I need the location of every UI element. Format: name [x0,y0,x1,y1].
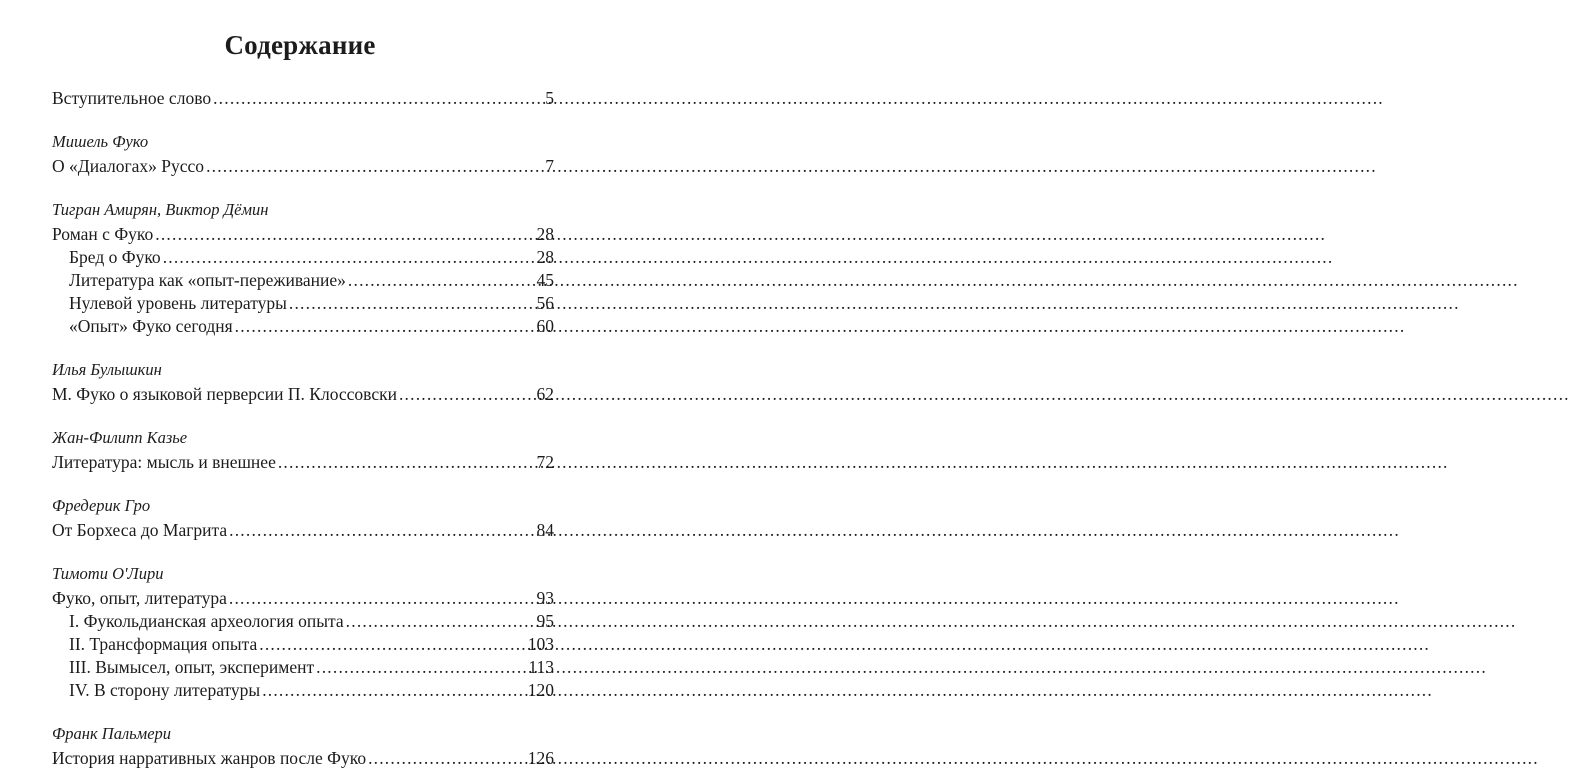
toc-entry-title: Нулевой уровень литературы [69,293,287,313]
toc-entry[interactable] [52,633,554,656]
toc-entry-title: От Борхеса до Магрита [52,520,228,540]
dot-leader [278,451,535,474]
section-gap [52,406,554,424]
section-gap [52,110,554,128]
toc-section [52,178,554,338]
toc-entry-title: «Опыт» Фуко сегодня [69,316,233,336]
toc-entry[interactable] [52,292,554,315]
section-gap [52,338,554,356]
toc-entry-title: Литература как «опыт-переживание» [69,270,346,290]
section-gap [52,178,554,196]
toc-section [52,406,554,474]
toc-section [52,702,554,770]
dot-leader [348,269,535,292]
toc-entry[interactable] [52,315,554,338]
toc-entry-page: 84 [536,520,554,540]
toc-section [52,110,554,178]
toc-entry[interactable] [52,747,554,770]
toc-section [52,338,554,406]
toc-entry-title: IV. В сторону литературы [69,680,261,700]
toc-entry-title: II. Трансформация опыта [69,634,258,654]
dot-leader [368,747,526,770]
toc-entry-page: 62 [536,384,554,404]
section-gap [52,542,554,560]
toc-entry-page: 93 [536,588,554,608]
dot-leader [262,679,526,702]
toc-entry-page: 120 [527,680,554,700]
toc-entry[interactable] [52,223,554,246]
toc-entry-page: 28 [536,224,554,244]
toc-entry-title: М. Фуко о языковой перверсии П. Клоссовски [52,384,397,404]
toc-entry-title: III. Вымысел, опыт, эксперимент [69,657,315,677]
toc-author: Илья Булышкин [52,360,162,379]
dot-leader [235,315,535,338]
toc-entry-title: Бред о Фуко [69,247,161,267]
dot-leader [206,155,543,178]
page-title: Содержание [224,30,376,60]
toc-entry[interactable] [52,519,554,542]
toc-entry-page: 60 [536,316,554,336]
toc-entry-page: 5 [545,88,554,108]
toc-entry[interactable] [52,269,554,292]
toc-entry-page: 103 [527,634,554,654]
dot-leader [346,610,535,633]
toc-list [52,87,554,770]
toc-author: Жан-Филипп Казье [52,428,188,447]
toc-entry-page: 95 [536,611,554,631]
section-gap [52,474,554,492]
toc-author: Тимоти О'Лири [52,564,164,583]
toc-page [0,0,600,768]
toc-entry-title: О «Диалогах» Руссо [52,156,205,176]
dot-leader [259,633,526,656]
toc-entry[interactable] [52,610,554,633]
toc-entry-page: 72 [536,452,554,472]
toc-entry-title: Вступительное слово [52,88,212,108]
toc-entry-title: История нарративных жанров после Фуко [52,748,367,768]
dot-leader [399,383,535,406]
toc-entry[interactable] [52,383,554,406]
toc-entry-title: Роман с Фуко [52,224,154,244]
dot-leader [163,246,535,269]
toc-entry-page: 28 [536,247,554,267]
toc-entry-title: Фуко, опыт, литература [52,588,227,608]
toc-entry[interactable] [52,656,554,679]
toc-entry-page: 126 [527,748,554,768]
dot-leader [289,292,535,315]
toc-section [52,542,554,702]
toc-entry-page: 56 [536,293,554,313]
dot-leader [229,519,534,542]
toc-entry[interactable] [52,155,554,178]
toc-entry-page: 113 [528,657,554,677]
section-gap [52,702,554,720]
toc-entry[interactable] [52,451,554,474]
toc-author: Франк Пальмери [52,724,172,743]
dot-leader [316,656,526,679]
toc-entry[interactable] [52,246,554,269]
toc-entry-page: 45 [536,270,554,290]
toc-entry-title: Литература: мысль и внешнее [52,452,276,472]
toc-author: Тигран Амирян, Виктор Дёмин [52,200,269,219]
toc-section [52,87,554,110]
toc-author: Фредерик Гро [52,496,151,515]
dot-leader [155,223,534,246]
toc-author: Мишель Фуко [52,132,149,151]
toc-entry[interactable] [52,587,554,610]
toc-section [52,474,554,542]
dot-leader [229,587,535,610]
dot-leader [213,87,543,110]
toc-entry[interactable] [52,679,554,702]
toc-entry-page: 7 [545,156,554,176]
toc-entry-title: I. Фукольдианская археология опыта [69,611,344,631]
toc-entry[interactable] [52,87,554,110]
